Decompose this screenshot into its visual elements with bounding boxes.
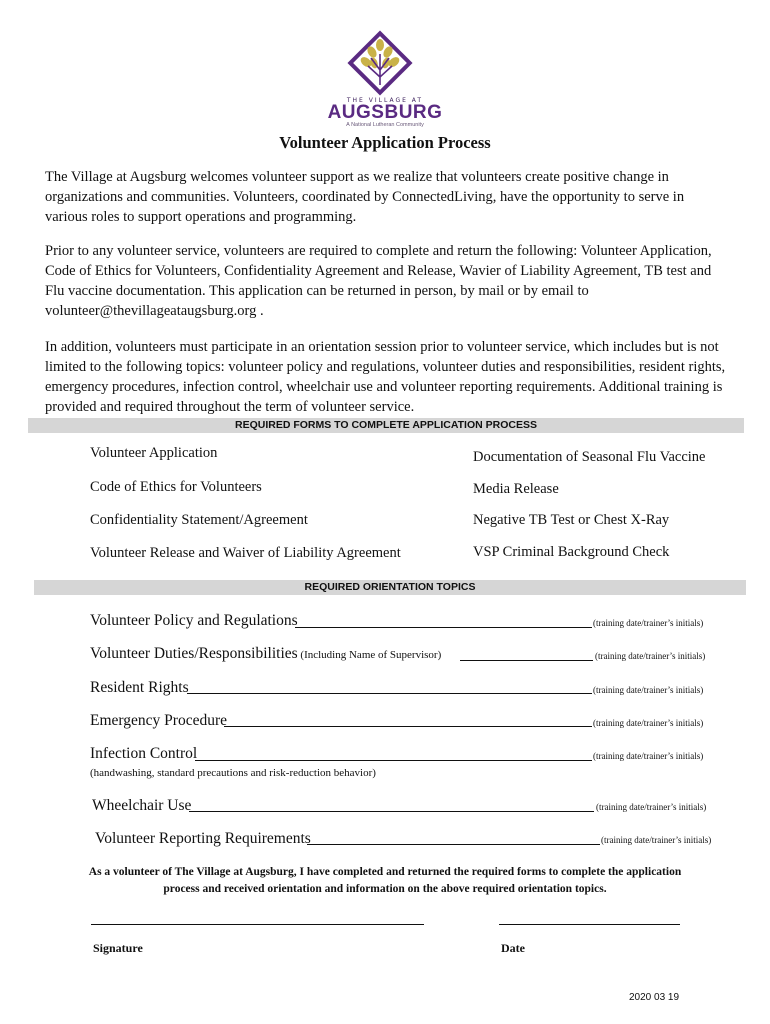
logo-big-text: AUGSBURG bbox=[327, 102, 443, 123]
training-note: (training date/trainer’s initials) bbox=[593, 685, 704, 695]
logo-small-text: THE VILLAGE AT bbox=[346, 97, 424, 104]
orientation-section-header: REQUIRED ORIENTATION TOPICS bbox=[34, 580, 746, 595]
form-item: Volunteer Application bbox=[90, 445, 218, 461]
initials-line[interactable] bbox=[295, 627, 592, 628]
document-date: 2020 03 19 bbox=[629, 992, 680, 1003]
page-title: Volunteer Application Process bbox=[279, 133, 491, 152]
topic-label: Resident Rights bbox=[90, 679, 189, 696]
initials-line[interactable] bbox=[460, 660, 593, 661]
topic-label: Volunteer Duties/Responsibilities (Including Name of Supervisor) bbox=[90, 645, 442, 662]
topic-label: Volunteer Reporting Requirements bbox=[95, 830, 311, 847]
topic-label: Wheelchair Use bbox=[92, 797, 192, 814]
requirements-paragraph: Prior to any volunteer service, volunteers are required to complete and return the following: Volunteer Application, Code of Ethics for Volunteers, Confidentiality Agreement and Release, Wavier of Liability Agreement, TB test and Flu vaccine documentation. This application can be returned in person, by mail or by email to volunteer@thevillageataugsburg.org . bbox=[45, 243, 712, 319]
form-item: Code of Ethics for Volunteers bbox=[90, 479, 262, 495]
form-item: Volunteer Release and Waiver of Liability Agreement bbox=[90, 545, 401, 561]
training-note: (training date/trainer’s initials) bbox=[601, 835, 712, 845]
forms-section-header: REQUIRED FORMS TO COMPLETE APPLICATION PROCESS bbox=[28, 418, 744, 433]
training-note: (training date/trainer’s initials) bbox=[593, 618, 704, 628]
form-item: Negative TB Test or Chest X-Ray bbox=[473, 512, 670, 528]
infection-control-note: (handwashing, standard precautions and risk-reduction behavior) bbox=[90, 767, 376, 779]
form-item: Media Release bbox=[473, 481, 559, 497]
logo-tagline: A National Lutheran Community bbox=[346, 122, 424, 128]
date-label: Date bbox=[501, 941, 525, 955]
training-note: (training date/trainer’s initials) bbox=[593, 718, 704, 728]
initials-line[interactable] bbox=[195, 760, 592, 761]
form-item: Documentation of Seasonal Flu Vaccine bbox=[473, 449, 706, 465]
signature-line[interactable] bbox=[91, 924, 424, 925]
form-item: VSP Criminal Background Check bbox=[473, 544, 670, 560]
initials-line[interactable] bbox=[187, 693, 592, 694]
topic-label: Infection Control bbox=[90, 745, 198, 762]
logo-text bbox=[300, 97, 470, 128]
date-line[interactable] bbox=[499, 924, 680, 925]
declaration-line: process and received orientation and information on the above required orientation topics. bbox=[163, 883, 607, 895]
intro-paragraph: The Village at Augsburg welcomes volunteer support as we realize that volunteers create positive change in organizations and communities. Volunteers, coordinated by ConnectedLiving, have the opportunity to serve in various roles to support operations and programming. bbox=[45, 169, 685, 225]
initials-line[interactable] bbox=[189, 811, 594, 812]
orientation-paragraph: In addition, volunteers must participate in an orientation session prior to volunteer service, which includes but is not limited to the following topics: volunteer policy and regulations, volunteer duties and responsibilities, resident rights, emergency procedures, infection control, wheelchair use and volunteer reporting requirements. Additional training is provided and required throughout the term of volunteer service. bbox=[45, 339, 726, 415]
training-note: (training date/trainer’s initials) bbox=[593, 751, 704, 761]
training-note: (training date/trainer’s initials) bbox=[596, 802, 707, 812]
training-note: (training date/trainer’s initials) bbox=[595, 651, 706, 661]
initials-line[interactable] bbox=[307, 844, 600, 845]
declaration-line: As a volunteer of The Village at Augsburg, I have completed and returned the required forms to complete the application bbox=[88, 866, 682, 878]
form-item: Confidentiality Statement/Agreement bbox=[90, 512, 308, 528]
initials-line[interactable] bbox=[224, 726, 592, 727]
topic-label: Volunteer Policy and Regulations bbox=[90, 612, 298, 629]
signature-label: Signature bbox=[93, 941, 143, 955]
topic-label: Emergency Procedure bbox=[90, 712, 228, 729]
